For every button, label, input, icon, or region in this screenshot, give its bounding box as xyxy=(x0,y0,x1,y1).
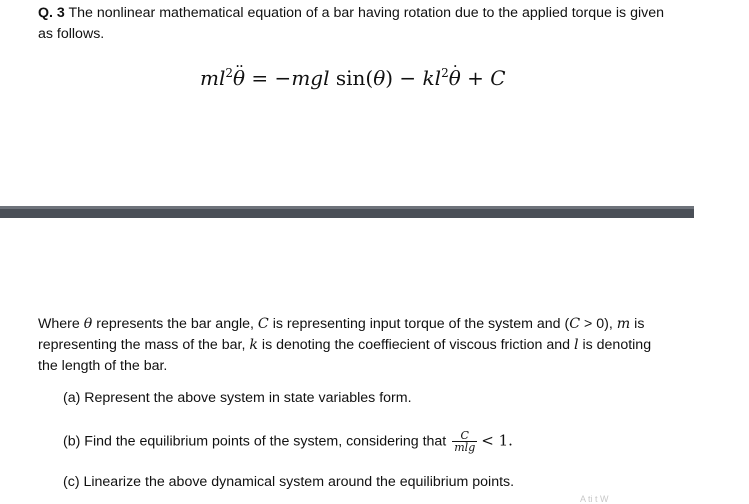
eq-minus-2: − xyxy=(399,66,417,90)
eq-minus-1: − xyxy=(274,66,292,90)
eq-paren-open: ( xyxy=(365,66,374,90)
eq-equals: = xyxy=(251,66,269,90)
desc-text-6: is denoting the coeffiecient of viscous friction and xyxy=(257,337,574,353)
part-c: (c) Linearize the above dynamical system around the equilibrium points. xyxy=(63,474,515,490)
eq-theta-ddot: ·· θ xyxy=(233,63,245,93)
question-number: Q. 3 xyxy=(38,5,65,21)
desc-C: C xyxy=(257,316,269,332)
desc-text-1: Where xyxy=(38,316,84,332)
part-b-inequality: < 1. xyxy=(481,431,513,450)
desc-k: k xyxy=(249,337,258,353)
question-intro-text: The nonlinear mathematical equation of a bar having rotation due to the applied torque is given as follows. xyxy=(38,5,664,42)
eq-l-2: l xyxy=(434,66,442,90)
desc-m: m xyxy=(616,316,631,332)
eq-l: l xyxy=(218,66,226,90)
desc-text-4: > 0), xyxy=(580,316,617,332)
desc-text-3: is representing input torque of the system and ( xyxy=(268,316,570,332)
eq-paren-close: ) xyxy=(385,66,394,90)
eq-plus: + xyxy=(467,66,484,90)
desc-text-2: represents the bar angle, xyxy=(92,316,258,332)
fraction-numerator: C xyxy=(452,430,477,442)
eq-m: m xyxy=(200,66,219,90)
section-divider xyxy=(0,206,694,218)
desc-l: l xyxy=(573,337,579,353)
desc-text-5: is representing the mass of the bar, xyxy=(38,316,645,353)
eq-mgl: mgl xyxy=(291,66,330,90)
eq-C: C xyxy=(490,66,506,90)
eq-exp-1: 2 xyxy=(225,66,234,80)
eq-exp-2: 2 xyxy=(441,66,449,80)
desc-theta: θ xyxy=(83,316,93,332)
eq-k: k xyxy=(422,66,435,90)
cutoff-watermark-text: A ti t W xyxy=(580,494,609,504)
question-intro xyxy=(38,3,678,45)
part-b xyxy=(63,430,513,453)
desc-C-2: C xyxy=(569,316,581,332)
eq-sin: sin xyxy=(335,66,366,90)
nonlinear-equation xyxy=(200,58,506,93)
eq-theta: θ xyxy=(373,66,386,90)
eq-theta-dot: · θ xyxy=(449,63,461,93)
desc-text-7: is denoting the length of the bar. xyxy=(38,337,652,374)
description-paragraph xyxy=(38,314,668,377)
part-a: (a) Represent the above system in state variables form. xyxy=(63,390,412,406)
fraction-denominator: mlg xyxy=(454,441,476,454)
part-b-fraction xyxy=(452,430,477,453)
part-b-text: (b) Find the equilibrium points of the system, considering that xyxy=(63,433,447,450)
